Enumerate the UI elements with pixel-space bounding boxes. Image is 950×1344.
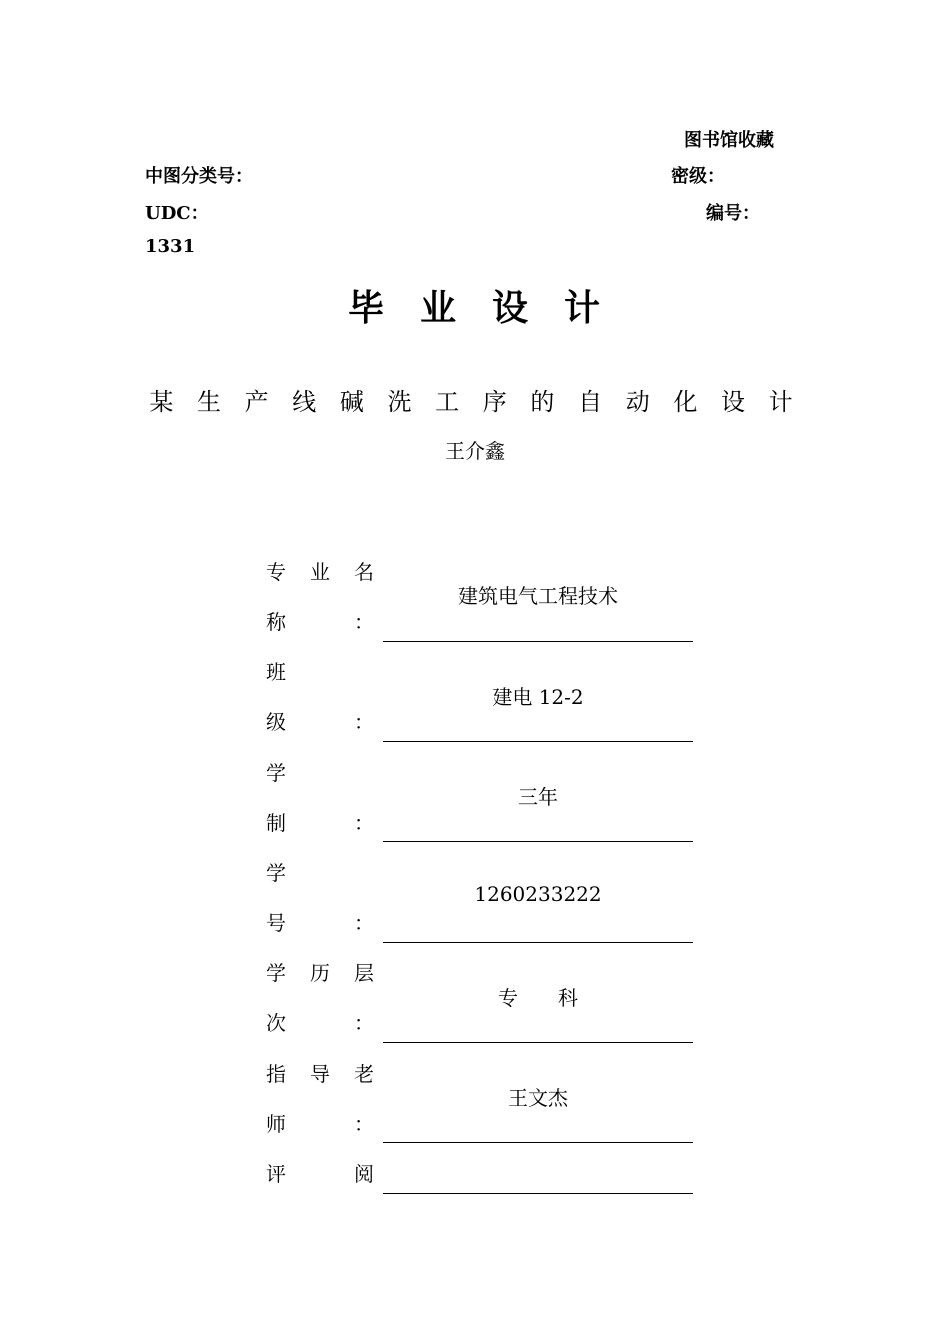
program-length-value: 三年 [518, 785, 558, 809]
code-number: 1331 [145, 236, 196, 257]
label-char [309, 606, 331, 635]
label-char: 学 [266, 961, 286, 985]
label-char: 老 [354, 1062, 374, 1086]
secret-level-label: 密级： [671, 166, 725, 187]
label-char [309, 907, 331, 936]
serial-number-label: 编号： [706, 203, 760, 224]
field-underline [383, 741, 693, 742]
label-char [309, 1158, 331, 1187]
label-char [353, 656, 375, 685]
class-label [265, 656, 375, 756]
label-char: ： [354, 610, 374, 634]
label-char: 号 [266, 911, 286, 935]
main-title-char: 设 [492, 287, 535, 329]
student-number-value: 1260233222 [474, 882, 602, 906]
main-title-char: 业 [420, 287, 463, 329]
field-underline [383, 641, 693, 642]
label-char: 评 [266, 1162, 286, 1186]
label-char: 指 [266, 1062, 286, 1086]
label-char: 阅 [354, 1162, 374, 1186]
label-char: 层 [354, 961, 374, 985]
thesis-title: 某 生 产 线 碱 洗 工 序 的 自 动 化 设 计 [149, 388, 801, 416]
label-char: 班 [266, 660, 286, 684]
label-char: 级 [266, 710, 286, 734]
major-label [265, 556, 375, 656]
class-value: 建电 12-2 [492, 685, 584, 709]
label-char: 专 [266, 560, 286, 584]
label-char: 制 [266, 811, 286, 835]
education-level-value: 专 科 [498, 986, 578, 1010]
author-name: 王介鑫 [445, 439, 505, 463]
label-char: 学 [266, 761, 286, 785]
student-number-label [265, 857, 375, 957]
label-char: ： [354, 911, 374, 935]
label-char: ： [354, 710, 374, 734]
label-char [309, 1108, 331, 1137]
label-char: ： [354, 1112, 374, 1136]
field-underline [383, 841, 693, 842]
label-char: 历 [310, 961, 330, 985]
advisor-value: 王文杰 [508, 1086, 568, 1110]
udc-label: UDC： [145, 203, 209, 224]
label-char [309, 1007, 331, 1036]
label-char [309, 757, 331, 786]
label-char: 导 [310, 1062, 330, 1086]
field-underline [383, 942, 693, 943]
major-value: 建筑电气工程技术 [458, 584, 618, 608]
label-char: 师 [266, 1112, 286, 1136]
field-underline [383, 1142, 693, 1143]
label-char [309, 706, 331, 735]
label-char: ： [354, 1011, 374, 1035]
label-char [353, 757, 375, 786]
label-char [309, 807, 331, 836]
field-underline [383, 1193, 693, 1194]
label-char: 称 [266, 610, 286, 634]
education-level-label [265, 957, 375, 1057]
label-char [309, 857, 331, 886]
label-char: 学 [266, 861, 286, 885]
main-title-char: 毕 [348, 287, 391, 329]
program-length-label [265, 757, 375, 857]
label-char: 业 [310, 560, 330, 584]
label-char [353, 857, 375, 886]
label-char: ： [354, 811, 374, 835]
label-char: 名 [354, 560, 374, 584]
main-title-char: 计 [564, 287, 607, 329]
advisor-label [265, 1058, 375, 1158]
library-collection-label: 图书馆收藏 [684, 130, 774, 151]
field-underline [383, 1042, 693, 1043]
reviewer-label [265, 1158, 375, 1208]
clc-label: 中图分类号： [145, 166, 253, 187]
label-char [309, 656, 331, 685]
label-char: 次 [266, 1011, 286, 1035]
